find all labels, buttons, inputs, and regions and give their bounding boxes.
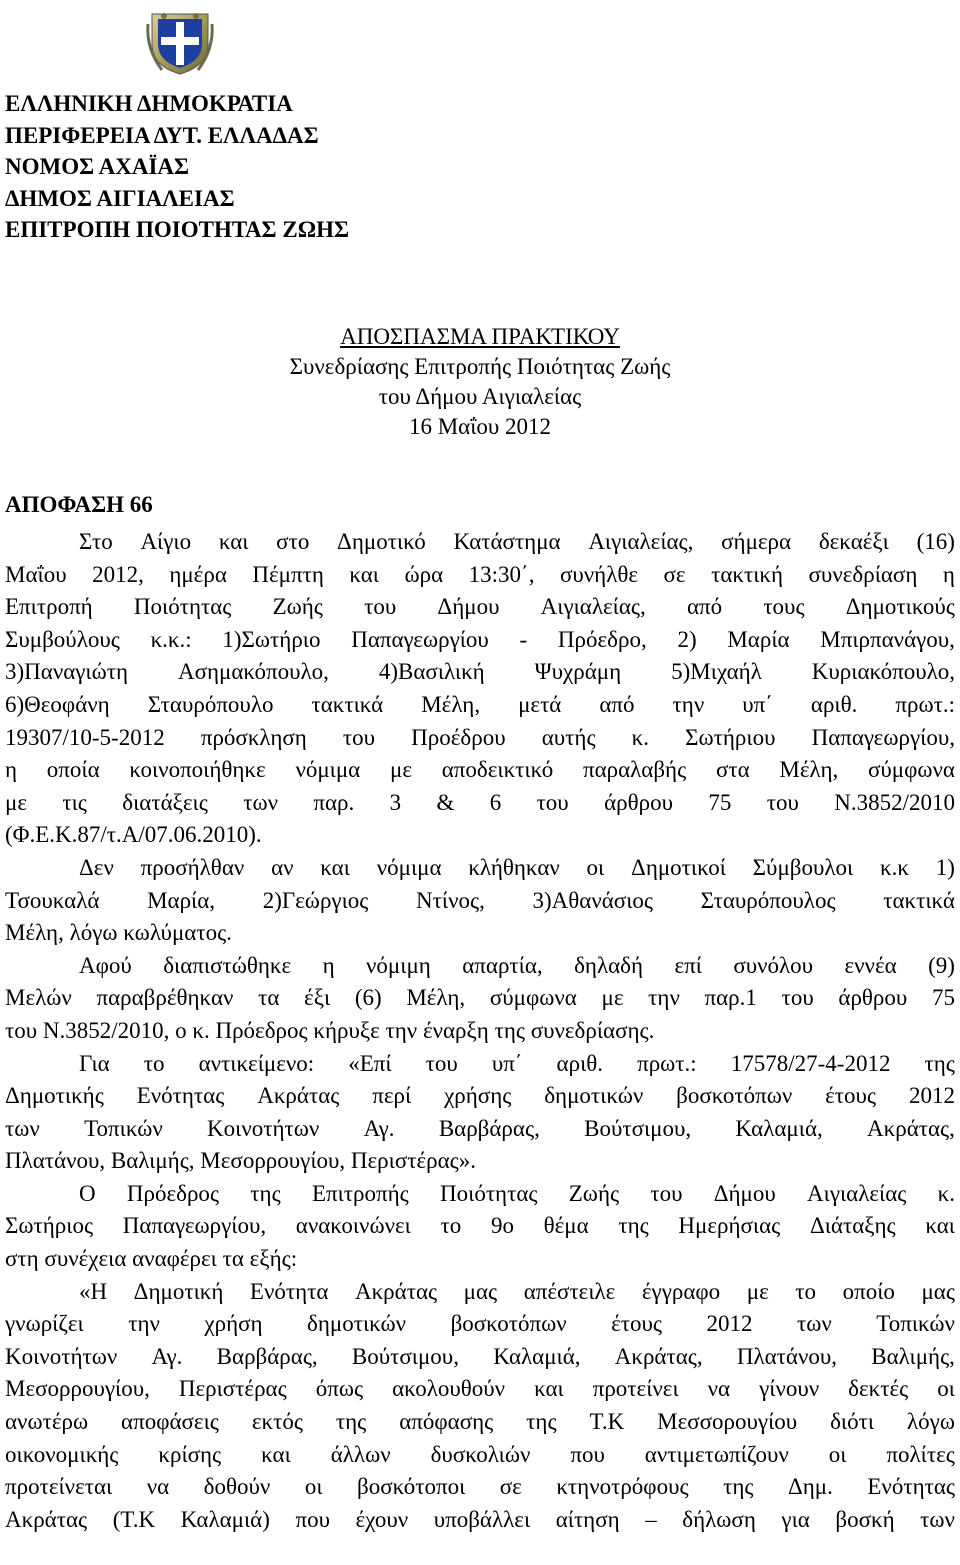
body-line: με τις διατάξεις των παρ. 3 & 6 του άρθρου 75 του Ν.3852/2010 (5, 789, 955, 815)
header-line: ΔΗΜΟΣ ΑΙΓΙΑΛΕΙΑΣ (5, 185, 235, 211)
body-line: Αφού διαπιστώθηκε η νόμιμη απαρτία, δηλαδή επί συνόλου εννέα (9) (79, 952, 955, 978)
body-line: 3)Παναγιώτη Ασημακόπουλο, 4)Βασιλική Ψυχράμη 5)Μιχαήλ Κυριακόπουλο, (5, 659, 955, 685)
body-line: Στο Αίγιο και στο Δημοτικό Κατάστημα Αιγιαλείας, σήμερα δεκαέξι (16) (79, 529, 955, 554)
body-line: «Η Δημοτική Ενότητα Ακράτας μας απέστειλε έγγραφο με το οποίο μας (79, 1278, 955, 1304)
decision-number: ΑΠΟΦΑΣΗ 66 (5, 492, 153, 517)
body-line: Ακράτας (Τ.Κ Καλαμιά) που έχουν υποβάλλει αίτηση – δήλωση για βοσκή των (5, 1506, 955, 1532)
body-line: Τσουκαλά Μαρία, 2)Γεώργιος Ντίνος, 3)Αθανάσιος Σταυρόπουλος τακτικά (5, 887, 955, 913)
issuer-header (5, 88, 349, 246)
body-line: Δεν προσήλθαν αν και νόμιμα κλήθηκαν οι Δημοτικοί Σύμβουλοι κ.κ 1) (79, 854, 955, 880)
document-title: ΑΠΟΣΠΑΣΜΑ ΠΡΑΚΤΙΚΟΥ (340, 324, 620, 349)
excerpt-subtitle: του Δήμου Αιγιαλείας (378, 384, 582, 409)
header-line: ΕΠΙΤΡΟΠΗ ΠΟΙΟΤΗΤΑΣ ΖΩΗΣ (5, 217, 350, 242)
header-line: ΝΟΜΟΣ ΑΧΑΪΑΣ (5, 154, 190, 179)
excerpt-subtitle: Συνεδρίασης Επιτροπής Ποιότητας Ζωής (289, 354, 671, 379)
body-line: οικονομικής κρίσης και άλλων δυσκολιών που αντιμετωπίζουν οι πολίτες (5, 1441, 955, 1467)
body-line: Μελών παραβρέθηκαν τα έξι (6) Μέλη, σύμφωνα με την παρ.1 του άρθρου 75 (5, 985, 955, 1011)
body-line: Μεσορρουγίου, Περιστέρας όπως ακολουθούν και προτείνει να γίνουν δεκτές οι (5, 1376, 955, 1402)
body-line: του Ν.3852/2010, ο κ. Πρόεδρος κήρυξε την έναρξη της συνεδρίασης. (5, 1017, 655, 1043)
body-line: των Τοπικών Κοινοτήτων Αγ. Βαρβάρας, Βούτσιμου, Καλαμιά, Ακράτας, (5, 1115, 955, 1141)
body-line: Κοινοτήτων Αγ. Βαρβάρας, Βούτσιμου, Καλαμιά, Ακράτας, Πλατάνου, Βαλιμής, (5, 1343, 955, 1369)
body-line: Πλατάνου, Βαλιμής, Μεσορρουγίου, Περιστέρας». (5, 1148, 477, 1174)
body-line: 6)Θεοφάνη Σταυρόπουλο τακτικά Μέλη, μετά από την υπ΄ αριθ. πρωτ.: (5, 691, 955, 717)
body-line: Για το αντικείμενο: «Επί του υπ΄ αριθ. πρωτ.: 17578/27-4-2012 της (79, 1050, 955, 1076)
body-line: Μέλη, λόγω κωλύματος. (5, 920, 232, 946)
body-line: Συμβούλους κ.κ.: 1)Σωτήριο Παπαγεωργίου - Πρόεδρο, 2) Μαρία Μπιρπανάγου, (5, 626, 955, 652)
excerpt-heading (0, 322, 960, 442)
body-line: Ο Πρόεδρος της Επιτροπής Ποιότητας Ζωής του Δήμου Αιγιαλείας κ. (79, 1180, 955, 1206)
body-line: η οποία κοινοποιήθηκε νόμιμα με αποδεικτικό παραλαβής στα Μέλη, σύμφωνα (5, 757, 955, 783)
body-line: Μαΐου 2012, ημέρα Πέμπτη και ώρα 13:30΄, συνήλθε σε τακτική συνεδρίαση η (5, 561, 955, 587)
body-line: προτείνεται να δοθούν οι βοσκότοποι σε κτηνοτρόφους της Δημ. Ενότητας (5, 1474, 955, 1500)
body-line: Επιτροπή Ποιότητας Ζωής του Δήμου Αιγιαλείας, από τους Δημοτικούς (5, 594, 955, 620)
header-line: ΕΛΛΗΝΙΚΗ ΔΗΜΟΚΡΑΤΙΑ (5, 91, 293, 116)
body-line: 19307/10-5-2012 πρόσκληση του Προέδρου αυτής κ. Σωτήριου Παπαγεωργίου, (5, 724, 955, 750)
meeting-date: 16 Μαΐου 2012 (408, 414, 552, 439)
body-line: (Φ.Ε.Κ.87/τ.Α/07.06.2010). (5, 822, 262, 848)
body-line: ανωτέρω αποφάσεις εκτός της απόφασης της Τ.Κ Μεσσορουγίου διότι λόγω (5, 1409, 955, 1435)
document-body (5, 526, 955, 1536)
body-line: Σωτήριος Παπαγεωργίου, ανακοινώνει το 9ο θέμα της Ημερήσιας Διάταξης και (5, 1213, 955, 1239)
header-line: ΠΕΡΙΦΕΡΕΙΑ ΔΥΤ. ΕΛΛΑΔΑΣ (5, 122, 319, 148)
body-line: γνωρίζει την χρήση δημοτικών βοσκοτόπων έτους 2012 των Τοπικών (5, 1311, 955, 1337)
body-line: στη συνέχεια αναφέρει τα εξής: (5, 1246, 298, 1272)
greek-coat-of-arms-emblem (144, 4, 216, 78)
body-line: Δημοτικής Ενότητας Ακράτας περί χρήσης δημοτικών βοσκοτόπων έτους 2012 (5, 1083, 955, 1109)
